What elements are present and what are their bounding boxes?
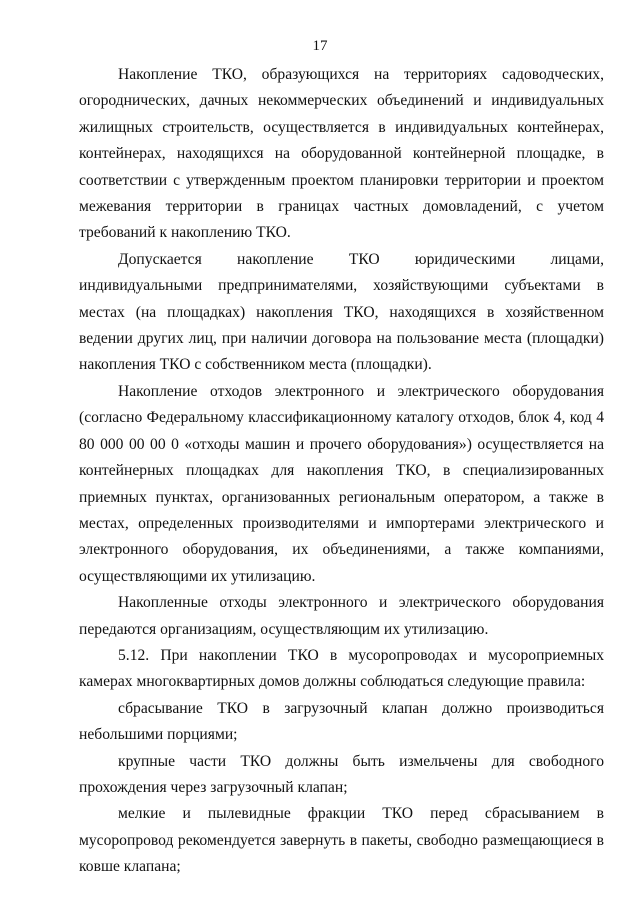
paragraph-tko-accumulation-gardening: Накопление ТКО, образующихся на территориях садоводческих, огороднических, дачных некоммерческих объединений и индивидуальных жилищных строительств, осуществляется в индивидуальных контейнерах, контейнерах, находящихся на оборудованной контейнерной площадке, в соответствии с утвержденным проектом планировки территории и проектом межевания территории в границах частных домовладений, с учетом требований к накоплению ТКО. <box>79 66 604 242</box>
paragraph-electronic-equipment-waste: Накопление отходов электронного и электрического оборудования (согласно Федеральному классификационному каталогу отходов, блок 4, код 4 80 000 00 00 0 «отходы машин и прочего оборудования») осуществляется на контейнерных площадках для накопления ТКО, в специализированных приемных пунктах, организованных региональным оператором, а также в местах, определенных производителями и импортерами электрического и электронного оборудования, их объединениями, а также компаниями, осуществляющими их утилизацию. <box>79 382 604 585</box>
paragraph-electronic-waste-transfer: Накопленные отходы электронного и электрического оборудования передаются организациям, осуществляющим их утилизацию. <box>79 594 604 638</box>
paragraph-section-5-12: 5.12. При накоплении ТКО в мусоропроводах и мусороприемных камерах многоквартирных домов должны соблюдаться следующие правила: <box>79 646 604 691</box>
page-number: 17 <box>312 38 328 54</box>
paragraph-legal-entities-accumulation: Допускается накопление ТКО юридическими лицами, индивидуальными предпринимателями, хозяйствующими субъектами в местах (на площадках) накопления ТКО, находящихся в хозяйственном ведении других лиц, при наличии договора на пользование места (площадки) накопления ТКО с собственником места (площадки). <box>79 250 604 374</box>
body-text <box>79 62 604 881</box>
paragraph-rule-crush-large-parts: крупные части ТКО должны быть измельчены для свободного прохождения через загрузочный клапан; <box>79 752 604 796</box>
paragraph-rule-wrap-fine-fractions: мелкие и пылевидные фракции ТКО перед сбрасыванием в мусоропровод рекомендуется завернуть в пакеты, свободно размещающиеся в ковше клапана; <box>79 805 604 876</box>
paragraph-rule-small-portions: сбрасывание ТКО в загрузочный клапан должно производиться небольшими порциями; <box>79 699 604 744</box>
